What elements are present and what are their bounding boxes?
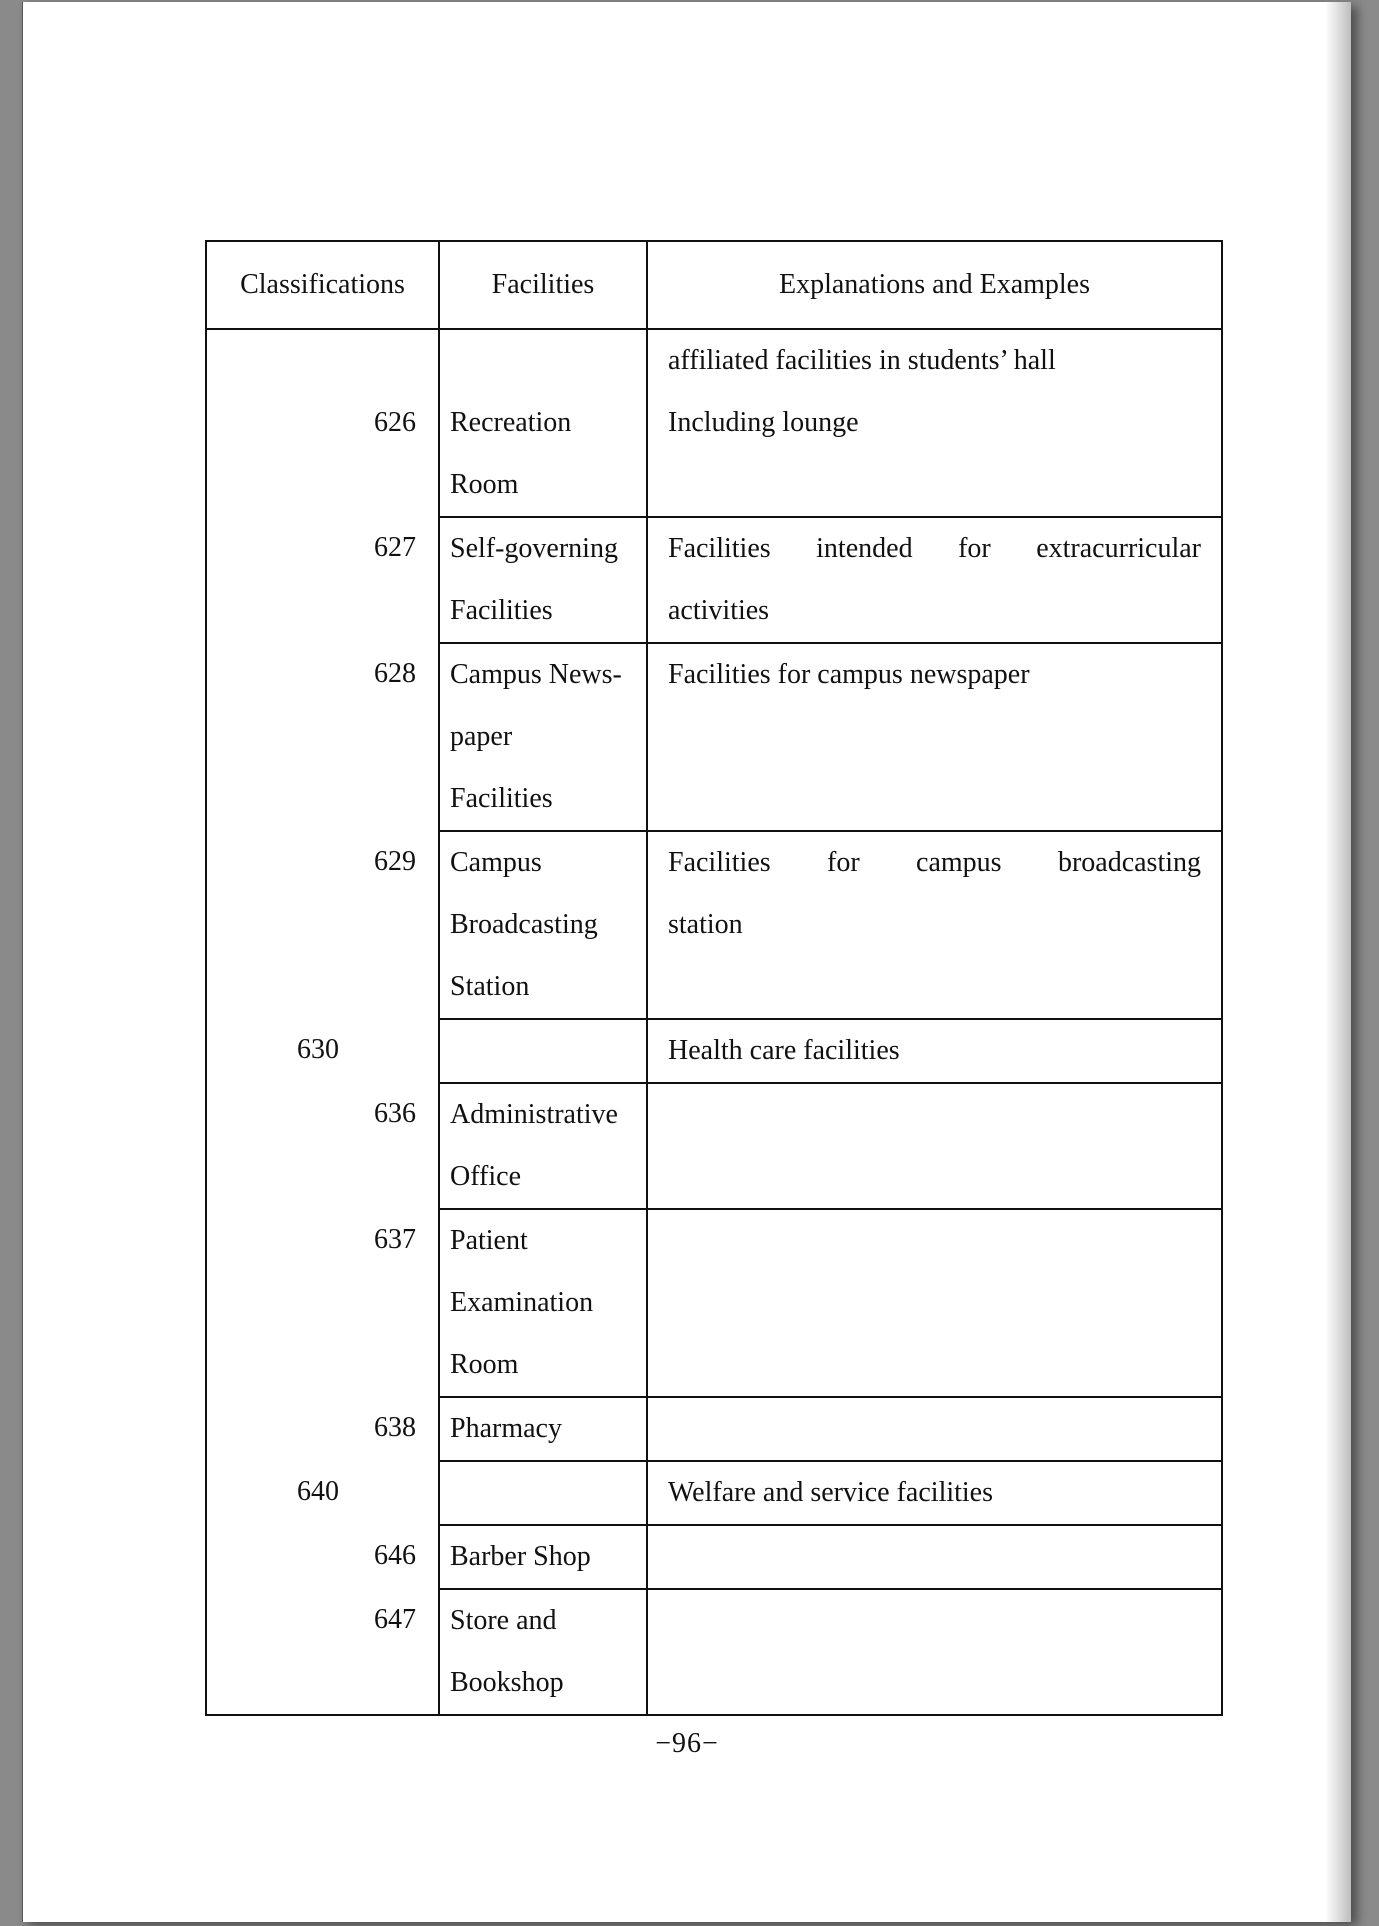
table-row bbox=[207, 831, 1221, 894]
facility-name: Administrative bbox=[439, 1083, 647, 1146]
facility-name: Station bbox=[439, 956, 647, 1019]
classification-code bbox=[207, 1146, 439, 1209]
explanation bbox=[647, 1083, 1221, 1146]
table-row bbox=[207, 454, 1221, 517]
facility-name: Barber Shop bbox=[439, 1525, 647, 1589]
classification-code: 628 bbox=[374, 657, 416, 689]
facility-name: Campus News- bbox=[439, 643, 647, 706]
classification-code bbox=[207, 956, 439, 1019]
explanation bbox=[647, 454, 1221, 517]
table-row bbox=[207, 643, 1221, 706]
page-edge-shadow bbox=[1325, 2, 1351, 1922]
classification-code bbox=[207, 329, 439, 392]
explanation bbox=[647, 1334, 1221, 1397]
table-row bbox=[207, 1146, 1221, 1209]
facility-name: Room bbox=[439, 1334, 647, 1397]
classification-code: 638 bbox=[374, 1411, 416, 1443]
facility-name: Facilities bbox=[439, 580, 647, 643]
explanation: Health care facilities bbox=[647, 1019, 1221, 1083]
table-row bbox=[207, 956, 1221, 1019]
table-row bbox=[207, 706, 1221, 768]
classification-code bbox=[207, 768, 439, 831]
table-header-row bbox=[207, 242, 1221, 329]
table-row bbox=[207, 1083, 1221, 1146]
table-row bbox=[207, 1209, 1221, 1272]
explanation bbox=[647, 706, 1221, 768]
facility-name: paper bbox=[439, 706, 647, 768]
classification-code bbox=[207, 1334, 439, 1397]
classification-code: 647 bbox=[374, 1603, 416, 1635]
table-row bbox=[207, 1589, 1221, 1652]
facility-name: Broadcasting bbox=[439, 894, 647, 956]
table-row bbox=[207, 768, 1221, 831]
explanation bbox=[647, 1272, 1221, 1334]
table-row bbox=[207, 1461, 1221, 1525]
classification-code: 627 bbox=[374, 531, 416, 563]
facility-name: Facilities bbox=[439, 768, 647, 831]
facility-name: Store and bbox=[439, 1589, 647, 1652]
header-explanations: Explanations and Examples bbox=[647, 242, 1221, 329]
table-row bbox=[207, 1019, 1221, 1083]
classification-code: 630 bbox=[297, 1033, 339, 1065]
classification-code bbox=[207, 1652, 439, 1714]
explanation bbox=[647, 768, 1221, 831]
classification-code bbox=[207, 454, 439, 517]
facility-name bbox=[439, 329, 647, 392]
explanation: affiliated facilities in students’ hall bbox=[668, 345, 1056, 376]
classification-code bbox=[207, 706, 439, 768]
explanation: station bbox=[668, 908, 743, 940]
facility-name: Office bbox=[439, 1146, 647, 1209]
facility-name: Bookshop bbox=[439, 1652, 647, 1714]
document-page bbox=[22, 2, 1351, 1922]
classification-code: 636 bbox=[374, 1097, 416, 1129]
explanation: Facilities for campus newspaper bbox=[668, 658, 1030, 690]
table-row bbox=[207, 517, 1221, 580]
table-row bbox=[207, 1334, 1221, 1397]
facility-name: Self-governing bbox=[439, 517, 647, 580]
explanation: activities bbox=[647, 580, 1221, 643]
explanation bbox=[647, 1589, 1221, 1652]
header-classifications: Classifications bbox=[207, 242, 439, 329]
table-row bbox=[207, 1397, 1221, 1461]
facility-name: Campus bbox=[439, 831, 647, 894]
facility-name: Room bbox=[439, 454, 647, 517]
explanation: Facilities for campus broadcasting bbox=[668, 846, 1201, 878]
explanation bbox=[647, 1525, 1221, 1589]
classification-code bbox=[207, 894, 439, 956]
classification-code: 629 bbox=[374, 845, 416, 877]
classification-code: 626 bbox=[374, 407, 416, 438]
page-number: −96− bbox=[655, 1728, 719, 1759]
classification-code: 640 bbox=[297, 1475, 339, 1507]
table-row bbox=[207, 1525, 1221, 1589]
classification-code: 646 bbox=[374, 1539, 416, 1571]
table-row bbox=[207, 392, 1221, 454]
table-row bbox=[207, 580, 1221, 643]
explanation bbox=[647, 1397, 1221, 1461]
facility-name: Patient bbox=[439, 1209, 647, 1272]
explanation bbox=[647, 956, 1221, 1019]
facility-name: Recreation bbox=[439, 392, 647, 454]
explanation bbox=[647, 1209, 1221, 1272]
facility-name bbox=[439, 1019, 647, 1083]
facility-name: Examination bbox=[439, 1272, 647, 1334]
header-facilities: Facilities bbox=[439, 242, 647, 329]
classification-code: 637 bbox=[374, 1223, 416, 1255]
classification-table bbox=[205, 240, 1223, 1716]
table-row bbox=[207, 894, 1221, 956]
table-row bbox=[207, 1272, 1221, 1334]
facility-name: Pharmacy bbox=[439, 1397, 647, 1461]
explanation: Welfare and service facilities bbox=[647, 1461, 1221, 1525]
explanation bbox=[647, 1146, 1221, 1209]
classification-code bbox=[207, 1272, 439, 1334]
explanation bbox=[647, 1652, 1221, 1714]
explanation: Facilities intended for extracurricular bbox=[668, 532, 1201, 564]
table-row bbox=[207, 1652, 1221, 1714]
classification-code bbox=[207, 580, 439, 643]
facility-name bbox=[439, 1461, 647, 1525]
explanation: Including lounge bbox=[668, 407, 859, 438]
table-row bbox=[207, 329, 1221, 392]
